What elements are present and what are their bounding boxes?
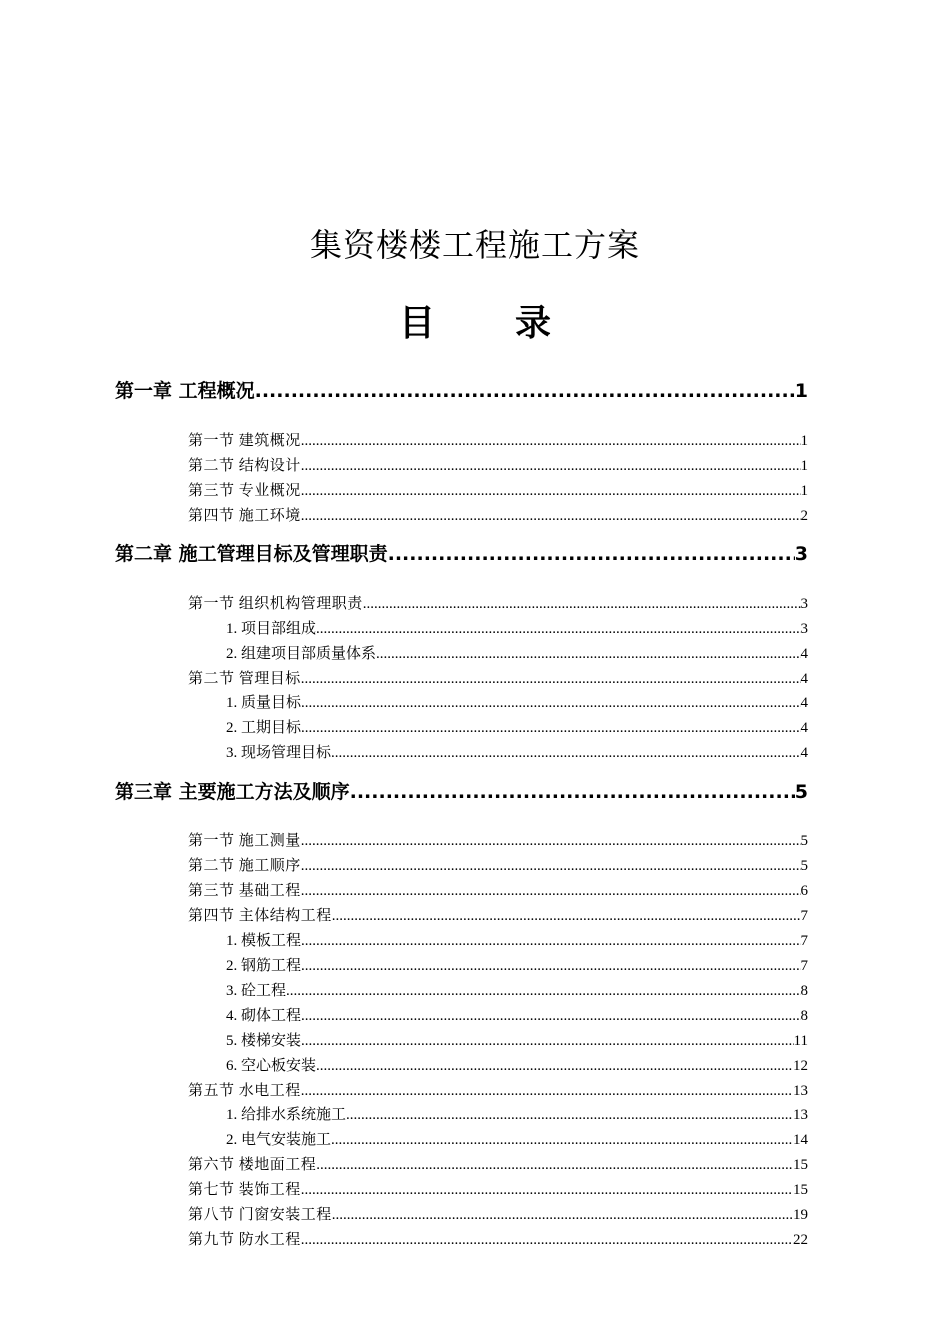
toc-entry-label: 2. 电气安装施工	[226, 1132, 332, 1148]
toc-dot-leader	[301, 1005, 800, 1027]
toc-entry-item[interactable]	[226, 1104, 808, 1126]
toc-entry-label: 4. 砌体工程	[226, 1008, 302, 1024]
toc-page-number: 13	[793, 1107, 808, 1123]
toc-entry-item[interactable]	[226, 955, 808, 977]
toc-entry-chapter[interactable]	[115, 540, 808, 568]
toc-dot-leader	[301, 692, 800, 714]
toc-entry-label: 第五节 水电工程	[188, 1083, 301, 1099]
toc-heading	[0, 295, 950, 346]
toc-dot-leader	[301, 855, 801, 877]
toc-entry-label: 3. 现场管理目标	[226, 745, 332, 761]
toc-entry-label: 5. 楼梯安装	[226, 1033, 302, 1049]
toc-entry-label: 1. 质量目标	[226, 695, 302, 711]
toc-dot-leader	[301, 930, 800, 952]
toc-page-number: 1	[800, 458, 808, 474]
toc-entry-item[interactable]	[226, 618, 808, 640]
toc-page-number: 15	[793, 1182, 808, 1198]
toc-heading-left: 目	[398, 303, 435, 344]
toc-page-number: 7	[800, 958, 808, 974]
toc-page-number: 4	[800, 695, 808, 711]
toc-page-number: 19	[793, 1207, 808, 1223]
toc-entry-item[interactable]	[226, 1055, 808, 1077]
toc-page-number: 14	[793, 1132, 808, 1148]
toc-entry-label: 第一节 施工测量	[188, 833, 301, 849]
toc-entry-label: 第一节 组织机构管理职责	[188, 596, 363, 612]
toc-entry-label: 第八节 门窗安装工程	[188, 1207, 332, 1223]
toc-entry-label: 2. 钢筋工程	[226, 958, 302, 974]
toc-entry-section[interactable]	[188, 455, 808, 477]
toc-page-number: 12	[793, 1058, 808, 1074]
toc-entry-label: 第四节 主体结构工程	[188, 908, 332, 924]
toc-dot-leader	[301, 430, 801, 452]
toc-entry-section[interactable]	[188, 1179, 808, 1201]
toc-page-number: 3	[800, 621, 808, 637]
toc-entry-section[interactable]	[188, 880, 808, 902]
toc-dot-leader	[301, 1229, 793, 1251]
toc-entry-section[interactable]	[188, 430, 808, 452]
toc-page-number: 1	[800, 483, 808, 499]
toc-page-number: 2	[800, 508, 808, 524]
toc-entry-section[interactable]	[188, 1229, 808, 1251]
toc-entry-label: 第二节 管理目标	[188, 671, 301, 687]
toc-entry-section[interactable]	[188, 1154, 808, 1176]
toc-page-number: 7	[800, 908, 808, 924]
toc-dot-leader	[301, 1179, 793, 1201]
toc-entry-section[interactable]	[188, 1204, 808, 1226]
toc-dot-leader	[301, 668, 801, 690]
toc-entry-item[interactable]	[226, 1005, 808, 1027]
toc-entry-label: 第二节 施工顺序	[188, 858, 301, 874]
toc-dot-leader	[301, 480, 801, 502]
toc-page-number: 5	[794, 781, 808, 803]
toc-page-number: 3	[800, 596, 808, 612]
toc-dot-leader	[255, 377, 795, 405]
toc-entry-label: 第二节 结构设计	[188, 458, 301, 474]
toc-page-number: 15	[793, 1157, 808, 1173]
toc-dot-leader	[376, 643, 800, 665]
toc-entry-item[interactable]	[226, 742, 808, 764]
toc-entry-item[interactable]	[226, 1030, 808, 1052]
toc-entry-section[interactable]	[188, 855, 808, 877]
toc-entry-label: 第三节 专业概况	[188, 483, 301, 499]
toc-entry-section[interactable]	[188, 593, 808, 615]
toc-dot-leader	[316, 1055, 793, 1077]
toc-entry-item[interactable]	[226, 692, 808, 714]
toc-page-number: 4	[800, 646, 808, 662]
toc-dot-leader	[301, 717, 800, 739]
toc-dot-leader	[331, 1129, 793, 1151]
toc-entry-label: 第一章 工程概况	[115, 380, 255, 402]
toc-entry-label: 1. 给排水系统施工	[226, 1107, 347, 1123]
toc-entry-item[interactable]	[226, 980, 808, 1002]
toc-entry-label: 第七节 装饰工程	[188, 1182, 301, 1198]
toc-entry-item[interactable]	[226, 930, 808, 952]
toc-heading-right: 录	[515, 303, 552, 344]
toc-entry-label: 第四节 施工环境	[188, 508, 301, 524]
toc-entry-label: 2. 组建项目部质量体系	[226, 646, 377, 662]
toc-page-number: 1	[800, 433, 808, 449]
toc-entry-item[interactable]	[226, 717, 808, 739]
toc-page-number: 5	[800, 833, 808, 849]
toc-dot-leader	[332, 905, 801, 927]
toc-dot-leader	[301, 880, 801, 902]
toc-dot-leader	[301, 1080, 793, 1102]
toc-entry-label: 6. 空心板安装	[226, 1058, 317, 1074]
document-title: 集资楼楼工程施工方案	[309, 226, 640, 264]
toc-dot-leader	[388, 540, 795, 568]
toc-dot-leader	[316, 1154, 793, 1176]
toc-entry-section[interactable]	[188, 1080, 808, 1102]
toc-dot-leader	[301, 505, 801, 527]
toc-dot-leader	[363, 593, 801, 615]
toc-page-number: 22	[793, 1232, 808, 1248]
toc-page-number: 1	[794, 380, 808, 402]
toc-page-number: 4	[800, 720, 808, 736]
toc-dot-leader	[286, 980, 800, 1002]
toc-page-number: 4	[800, 745, 808, 761]
toc-page-number: 7	[800, 933, 808, 949]
toc-page-number: 11	[793, 1033, 808, 1049]
toc-dot-leader	[301, 1030, 794, 1052]
toc-dot-leader	[332, 1204, 793, 1226]
toc-entry-label: 第一节 建筑概况	[188, 433, 301, 449]
toc-page-number: 8	[800, 1008, 808, 1024]
toc-page-number: 8	[800, 983, 808, 999]
toc-entry-chapter[interactable]	[115, 778, 808, 806]
toc-page-number: 5	[800, 858, 808, 874]
toc-page-number: 13	[793, 1083, 808, 1099]
toc-entry-label: 第六节 楼地面工程	[188, 1157, 317, 1173]
toc-dot-leader	[301, 955, 800, 977]
toc-entry-chapter[interactable]	[115, 377, 808, 405]
toc-page-number: 4	[800, 671, 808, 687]
toc-entry-label: 第九节 防水工程	[188, 1232, 301, 1248]
toc-dot-leader	[350, 778, 795, 806]
toc-entry-label: 第三节 基础工程	[188, 883, 301, 899]
toc-dot-leader	[331, 742, 800, 764]
toc-page-number: 6	[800, 883, 808, 899]
toc-entry-label: 2. 工期目标	[226, 720, 302, 736]
toc-entry-section[interactable]	[188, 905, 808, 927]
toc-entry-label: 1. 模板工程	[226, 933, 302, 949]
toc-entry-section[interactable]	[188, 668, 808, 690]
toc-page-number: 3	[794, 543, 808, 565]
toc-entry-item[interactable]	[226, 1129, 808, 1151]
toc-dot-leader	[301, 830, 801, 852]
toc-entry-label: 3. 砼工程	[226, 983, 287, 999]
toc-entry-section[interactable]	[188, 830, 808, 852]
toc-entry-item[interactable]	[226, 643, 808, 665]
toc-dot-leader	[316, 618, 800, 640]
toc-entry-label: 1. 项目部组成	[226, 621, 317, 637]
toc-entry-section[interactable]	[188, 505, 808, 527]
toc-dot-leader	[301, 455, 801, 477]
toc-entry-label: 第三章 主要施工方法及顺序	[115, 781, 350, 803]
toc-dot-leader	[346, 1104, 793, 1126]
toc-entry-section[interactable]	[188, 480, 808, 502]
toc-entry-label: 第二章 施工管理目标及管理职责	[115, 543, 388, 565]
